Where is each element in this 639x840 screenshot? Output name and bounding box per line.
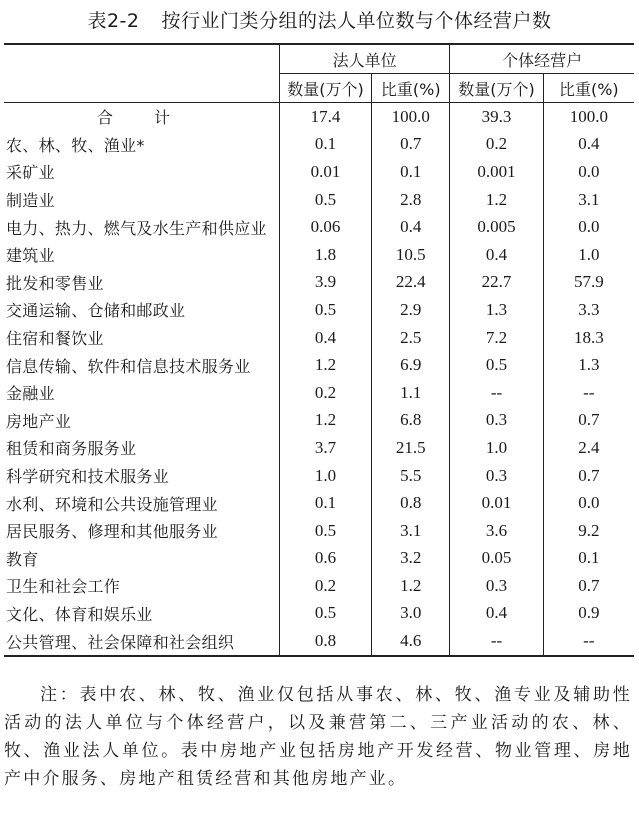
indiv-count-cell: 39.3 [450, 103, 543, 131]
header-col-legal-count: 数量(万个) [279, 74, 371, 103]
table-row [4, 296, 634, 324]
legal-share-cell: 10.5 [372, 241, 450, 269]
legal-count-cell: 0.5 [279, 186, 371, 214]
legal-share-cell: 6.9 [372, 351, 450, 379]
indiv-share-cell: 100.0 [543, 103, 634, 131]
legal-share-cell: 2.5 [372, 324, 450, 352]
table-row [4, 186, 634, 214]
industry-name: 批发和零售业 [6, 273, 104, 293]
indiv-share-cell: 3.3 [543, 296, 634, 324]
header-legal-units: 法人单位 [279, 44, 450, 74]
legal-share-cell: 4.6 [372, 627, 450, 656]
table-row [4, 600, 634, 628]
table-row [4, 627, 634, 656]
table-number: 表2-2 [87, 10, 140, 32]
indiv-share-cell: 1.3 [543, 351, 634, 379]
table-row [4, 241, 634, 269]
legal-count-cell: 0.2 [279, 379, 371, 407]
indiv-count-cell: 7.2 [450, 324, 543, 352]
indiv-share-cell: 0.4 [543, 131, 634, 159]
table-row [4, 213, 634, 241]
indiv-count-cell: 0.05 [450, 545, 543, 573]
industry-name: 制造业 [6, 191, 55, 211]
indiv-count-cell: 0.5 [450, 351, 543, 379]
legal-count-cell: 1.0 [279, 462, 371, 490]
table-title [0, 6, 639, 33]
industry-name: 教育 [6, 549, 39, 569]
industry-name: 建筑业 [6, 246, 55, 266]
table-row [4, 517, 634, 545]
legal-count-cell: 0.06 [279, 213, 371, 241]
table-row [4, 545, 634, 573]
indiv-count-cell: 1.0 [450, 434, 543, 462]
table-row [4, 351, 634, 379]
legal-share-cell: 3.1 [372, 517, 450, 545]
industry-name: 采矿业 [6, 163, 55, 183]
legal-count-cell: 0.2 [279, 572, 371, 600]
indiv-share-cell: 0.1 [543, 545, 634, 573]
table-title-text: 按行业门类分组的法人单位数与个体经营户数 [161, 10, 552, 32]
legal-count-cell: 3.9 [279, 269, 371, 297]
header-individual-households: 个体经营户 [450, 44, 634, 74]
total-row [4, 103, 634, 131]
legal-share-cell: 6.8 [372, 407, 450, 435]
indiv-count-cell: 0.2 [450, 131, 543, 159]
indiv-count-cell: 0.3 [450, 572, 543, 600]
legal-share-cell: 5.5 [372, 462, 450, 490]
table-row [4, 407, 634, 435]
indiv-count-cell: 22.7 [450, 269, 543, 297]
indiv-share-cell: 0.9 [543, 600, 634, 628]
legal-count-cell: 0.6 [279, 545, 371, 573]
indiv-count-cell: 1.2 [450, 186, 543, 214]
legal-count-cell: 17.4 [279, 103, 371, 131]
legal-share-cell: 100.0 [372, 103, 450, 131]
indiv-count-cell: 0.01 [450, 489, 543, 517]
legal-count-cell: 3.7 [279, 434, 371, 462]
industry-name: 金融业 [6, 384, 55, 404]
indiv-share-cell: 3.1 [543, 186, 634, 214]
indiv-count-cell: 3.6 [450, 517, 543, 545]
header-industry [4, 44, 279, 103]
industry-name: 租赁和商务服务业 [6, 439, 137, 459]
legal-share-cell: 2.9 [372, 296, 450, 324]
indiv-share-cell: 0.0 [543, 158, 634, 186]
legal-share-cell: 0.1 [372, 158, 450, 186]
indiv-share-cell: 57.9 [543, 269, 634, 297]
table-row [4, 489, 634, 517]
indiv-share-cell: 0.0 [543, 489, 634, 517]
industry-name: 文化、体育和娱乐业 [6, 604, 153, 624]
table-footnote: 注：表中农、林、牧、渔业仅包括从事农、林、牧、渔专业及辅助性活动的法人单位与个体经营户，以及兼营第二、三产业活动的农、林、牧、渔业法人单位。表中房地产业包括房地产开发经营、物业管理、房地产中介服务、房地产租赁经营和其他房地产业。 [4, 685, 632, 789]
indiv-count-cell: 0.4 [450, 600, 543, 628]
legal-count-cell: 1.2 [279, 407, 371, 435]
legal-count-cell: 0.5 [279, 517, 371, 545]
header-row-groups [4, 44, 634, 74]
industry-name: 科学研究和技术服务业 [6, 467, 170, 487]
legal-share-cell: 0.8 [372, 489, 450, 517]
legal-share-cell: 21.5 [372, 434, 450, 462]
industry-name: 水利、环境和公共设施管理业 [6, 494, 218, 514]
indiv-count-cell: -- [450, 379, 543, 407]
legal-count-cell: 0.5 [279, 296, 371, 324]
legal-share-cell: 3.2 [372, 545, 450, 573]
header-col-legal-share: 比重(%) [372, 74, 450, 103]
indiv-share-cell: 0.7 [543, 462, 634, 490]
industry-name: 交通运输、仓储和邮政业 [6, 301, 186, 321]
table-row [4, 462, 634, 490]
indiv-share-cell: 0.0 [543, 213, 634, 241]
indiv-count-cell: 1.3 [450, 296, 543, 324]
legal-count-cell: 0.8 [279, 627, 371, 656]
industry-name: 公共管理、社会保障和社会组织 [4, 627, 279, 656]
header-col-indiv-share: 比重(%) [543, 74, 634, 103]
indiv-share-cell: 0.7 [543, 572, 634, 600]
indiv-share-cell: 9.2 [543, 517, 634, 545]
data-table [4, 43, 634, 657]
table-row [4, 572, 634, 600]
legal-share-cell: 1.1 [372, 379, 450, 407]
table-row [4, 434, 634, 462]
indiv-share-cell: 0.7 [543, 407, 634, 435]
table-row [4, 269, 634, 297]
legal-share-cell: 3.0 [372, 600, 450, 628]
table-row [4, 379, 634, 407]
indiv-share-cell: -- [543, 379, 634, 407]
legal-count-cell: 0.4 [279, 324, 371, 352]
legal-share-cell: 0.7 [372, 131, 450, 159]
legal-share-cell: 1.2 [372, 572, 450, 600]
indiv-count-cell: 0.3 [450, 407, 543, 435]
industry-name: 居民服务、修理和其他服务业 [6, 522, 218, 542]
table-row [4, 324, 634, 352]
legal-share-cell: 22.4 [372, 269, 450, 297]
industry-name: 房地产业 [6, 411, 72, 431]
indiv-share-cell: -- [543, 627, 634, 656]
legal-share-cell: 2.8 [372, 186, 450, 214]
industry-name: 卫生和社会工作 [6, 577, 121, 597]
indiv-share-cell: 18.3 [543, 324, 634, 352]
indiv-share-cell: 1.0 [543, 241, 634, 269]
legal-count-cell: 0.1 [279, 489, 371, 517]
header-col-indiv-count: 数量(万个) [450, 74, 543, 103]
legal-count-cell: 0.5 [279, 600, 371, 628]
indiv-count-cell: -- [450, 627, 543, 656]
legal-count-cell: 0.1 [279, 131, 371, 159]
table-row [4, 158, 634, 186]
table-body [4, 103, 634, 656]
industry-name: 农、林、牧、渔业* [6, 135, 145, 155]
industry-name: 合 计 [96, 108, 188, 128]
indiv-count-cell: 0.001 [450, 158, 543, 186]
legal-count-cell: 0.01 [279, 158, 371, 186]
legal-share-cell: 0.4 [372, 213, 450, 241]
indiv-count-cell: 0.005 [450, 213, 543, 241]
industry-name: 信息传输、软件和信息技术服务业 [6, 356, 251, 376]
legal-count-cell: 1.8 [279, 241, 371, 269]
industry-name: 电力、热力、燃气及水生产和供应业 [6, 218, 267, 238]
industry-name: 住宿和餐饮业 [6, 329, 104, 349]
indiv-count-cell: 0.4 [450, 241, 543, 269]
table-row [4, 131, 634, 159]
indiv-count-cell: 0.3 [450, 462, 543, 490]
indiv-share-cell: 2.4 [543, 434, 634, 462]
legal-count-cell: 1.2 [279, 351, 371, 379]
